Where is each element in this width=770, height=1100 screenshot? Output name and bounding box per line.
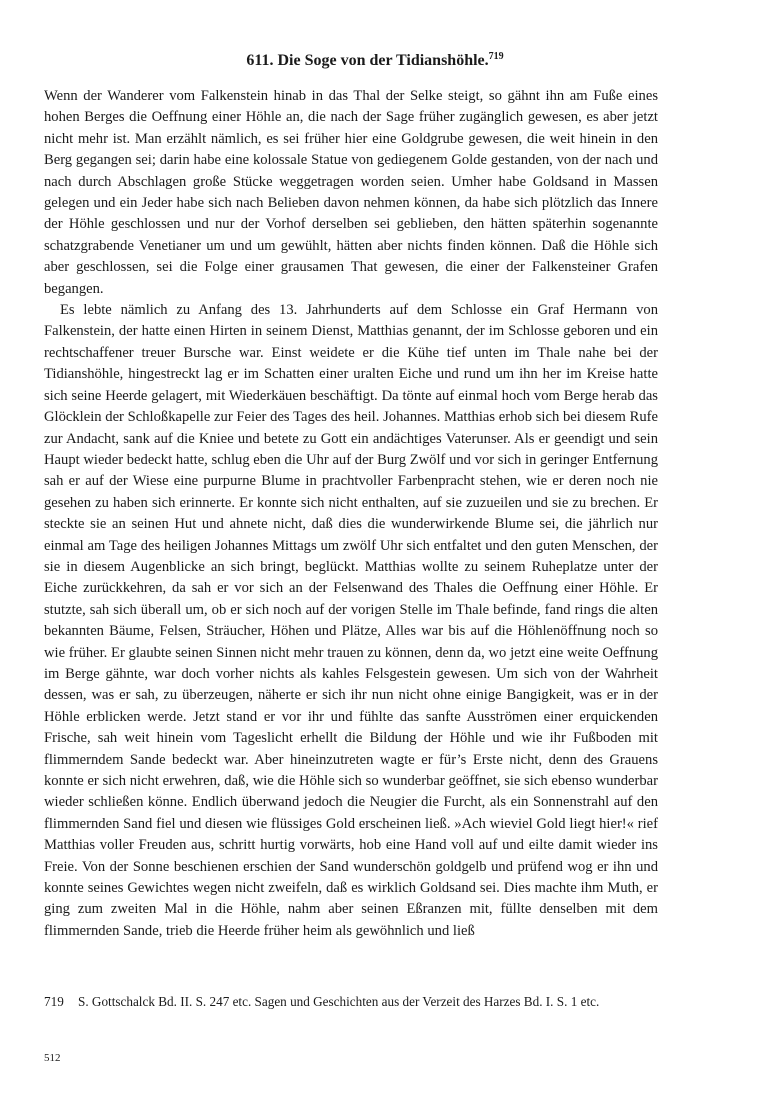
page-content — [44, 50, 658, 942]
footnote-number: 719 — [44, 994, 64, 1009]
footnote-reference: 719 — [488, 51, 504, 62]
paragraph-2: Es lebte nämlich zu Anfang des 13. Jahrhunderts auf dem Schlosse ein Graf Hermann von Falkenstein, der hatte einen Hirten in seinem Dienst, Matthias genannt, der im Schlosse geboren und ein rechtschaffener treuer Bursche war. Einst weidete er die Kühe tief unten im Thale nahe bei der Tidianshöhle, hingestreckt lag er im Schatten einer uralten Eiche und rund um ihn her im Kreise hatte sich seine Heerde gelagert, mit Wiederkäuen beschäftigt. Da tönte auf einmal hoch vom Berge herab das Glöcklein der Schloßkapelle zur Feier des Tages des heil. Johannes. Matthias erhob sich bei diesem Rufe zur Andacht, sank auf die Kniee und betete zu Gott ein andächtiges Vaterunser. Als er geendigt und sein Haupt wieder bedeckt hatte, schlug eben die Uhr auf der Burg Zwölf und vor sich in geringer Entfernung sah er auf der Wiese eine purpurne Blume in prachtvoller Farbenpracht stehen, wie er deren noch nie gesehen zu haben sich erinnerte. Er konnte sich nicht enthalten, auf sie zuzueilen und sie zu brechen. Er steckte sie an seinen Hut und ahnete nicht, daß dies die wunderwirkende Blume sei, die jährlich nur einmal am Tage des heiligen Johannes Mittags um zwölf Uhr sich entfaltet und den guten Menschen, der sie in diesem Augenblicke an sich bringt, beglückt. Matthias wollte zu seinem Ruheplatze unter der Eiche zurückkehren, da sah er vor sich an der Felsenwand des Thales die Oeffnung einer Höhle. Er stutzte, sah sich überall um, ob er sich noch auf der vorigen Stelle im Thale befinde, fand rings die alten bekannten Bäume, Felsen, Sträucher, Höhen und Plätze, Alles war bis auf die Höhlenöffnung noch so wie früher. Er glaubte seinen Sinnen nicht mehr trauen zu können, denn da, wo jetzt eine weite Oeffnung im Berge gähnte, war doch vorher nichts als kahles Felsgestein gewesen. Um sich von der Wahrheit dessen, was er sah, zu überzeugen, näherte er sich ihr nun nicht ohne einige Bangigkeit, was er in der Höhle erblicken werde. Jetzt stand er vor ihr und fühlte das sanfte Ausströmen einer erquickenden Frische, sah weit hinein vom Tageslicht erhellt die Bildung der Höhle und wie ihr Fußboden mit flimmerndem Sande bedeckt war. Aber hineinzutreten wagte er für’s Erste nicht, denn des Grauens konnte er sich nicht erwehren, daß, wie die Höhle sich so wunderbar geöffnet, sie sich ebenso wunderbar wieder schließen könne. Endlich überwand jedoch die Neugier die Furcht, als ein Sonnenstrahl auf den flimmernden Sand fiel und diesen wie flüssiges Gold erscheinen ließ. »Ach wieviel Gold liegt hier!« rief Matthias voller Freuden aus, schritt hurtig vorwärts, hob eine Hand voll auf und eilte damit wieder ins Freie. Von der Sonne beschienen erschien der Sand wunderschön goldgelb und prüfend wog er ihn und konnte seines Gewichtes wegen nicht zweifeln, daß es wirklich Goldsand sei. Dies machte ihm Muth, er ging zum zweiten Mal in die Höhle, nahm aber seinen Eßranzen mit, füllte denselben mit dem flimmernden Sande, trieb die Heerde früher heim als gewöhnlich und ließ — [44, 302, 658, 939]
footnote — [44, 992, 658, 1012]
body-text — [44, 86, 658, 942]
footnote-text: S. Gottschalck Bd. II. S. 247 etc. Sagen und Geschichten aus der Verzeit des Harzes Bd. I. S. 1 etc. — [78, 994, 600, 1009]
page-title — [92, 50, 658, 72]
paragraph-1: Wenn der Wanderer vom Falkenstein hinab in das Thal der Selke steigt, so gähnt ihn am Fuße eines hohen Berges die Oeffnung einer Höhle an, die nach der Sage früher zugänglich gewesen, es aber jetzt nicht mehr ist. Man erzählt nämlich, es sei früher hier eine Goldgrube gewesen, die weit hinein in den Berg gegangen sei; darin habe eine kolossale Statue von gediegenem Golde gestanden, von der nach und nach durch Abschlagen große Stücke weggetragen worden seien. Umher habe Goldsand in Massen gelegen und ein Jeder habe sich nach Belieben davon nehmen können, da habe sich plötzlich das Innere der Höhle geschlossen und nur der Vorhof derselben sei geblieben, den hätten späterhin sogenannte schatzgrabende Venetianer um und um gewühlt, hätten aber nichts finden können. Daß die Höhle sich aber geschlossen, sei die Folge einer grausamen That gewesen, die einer der Falkensteiner Grafen begangen. — [44, 88, 658, 297]
title-text: 611. Die Soge von der Tidianshöhle. — [246, 52, 489, 69]
page-number: 512 — [44, 1052, 61, 1064]
